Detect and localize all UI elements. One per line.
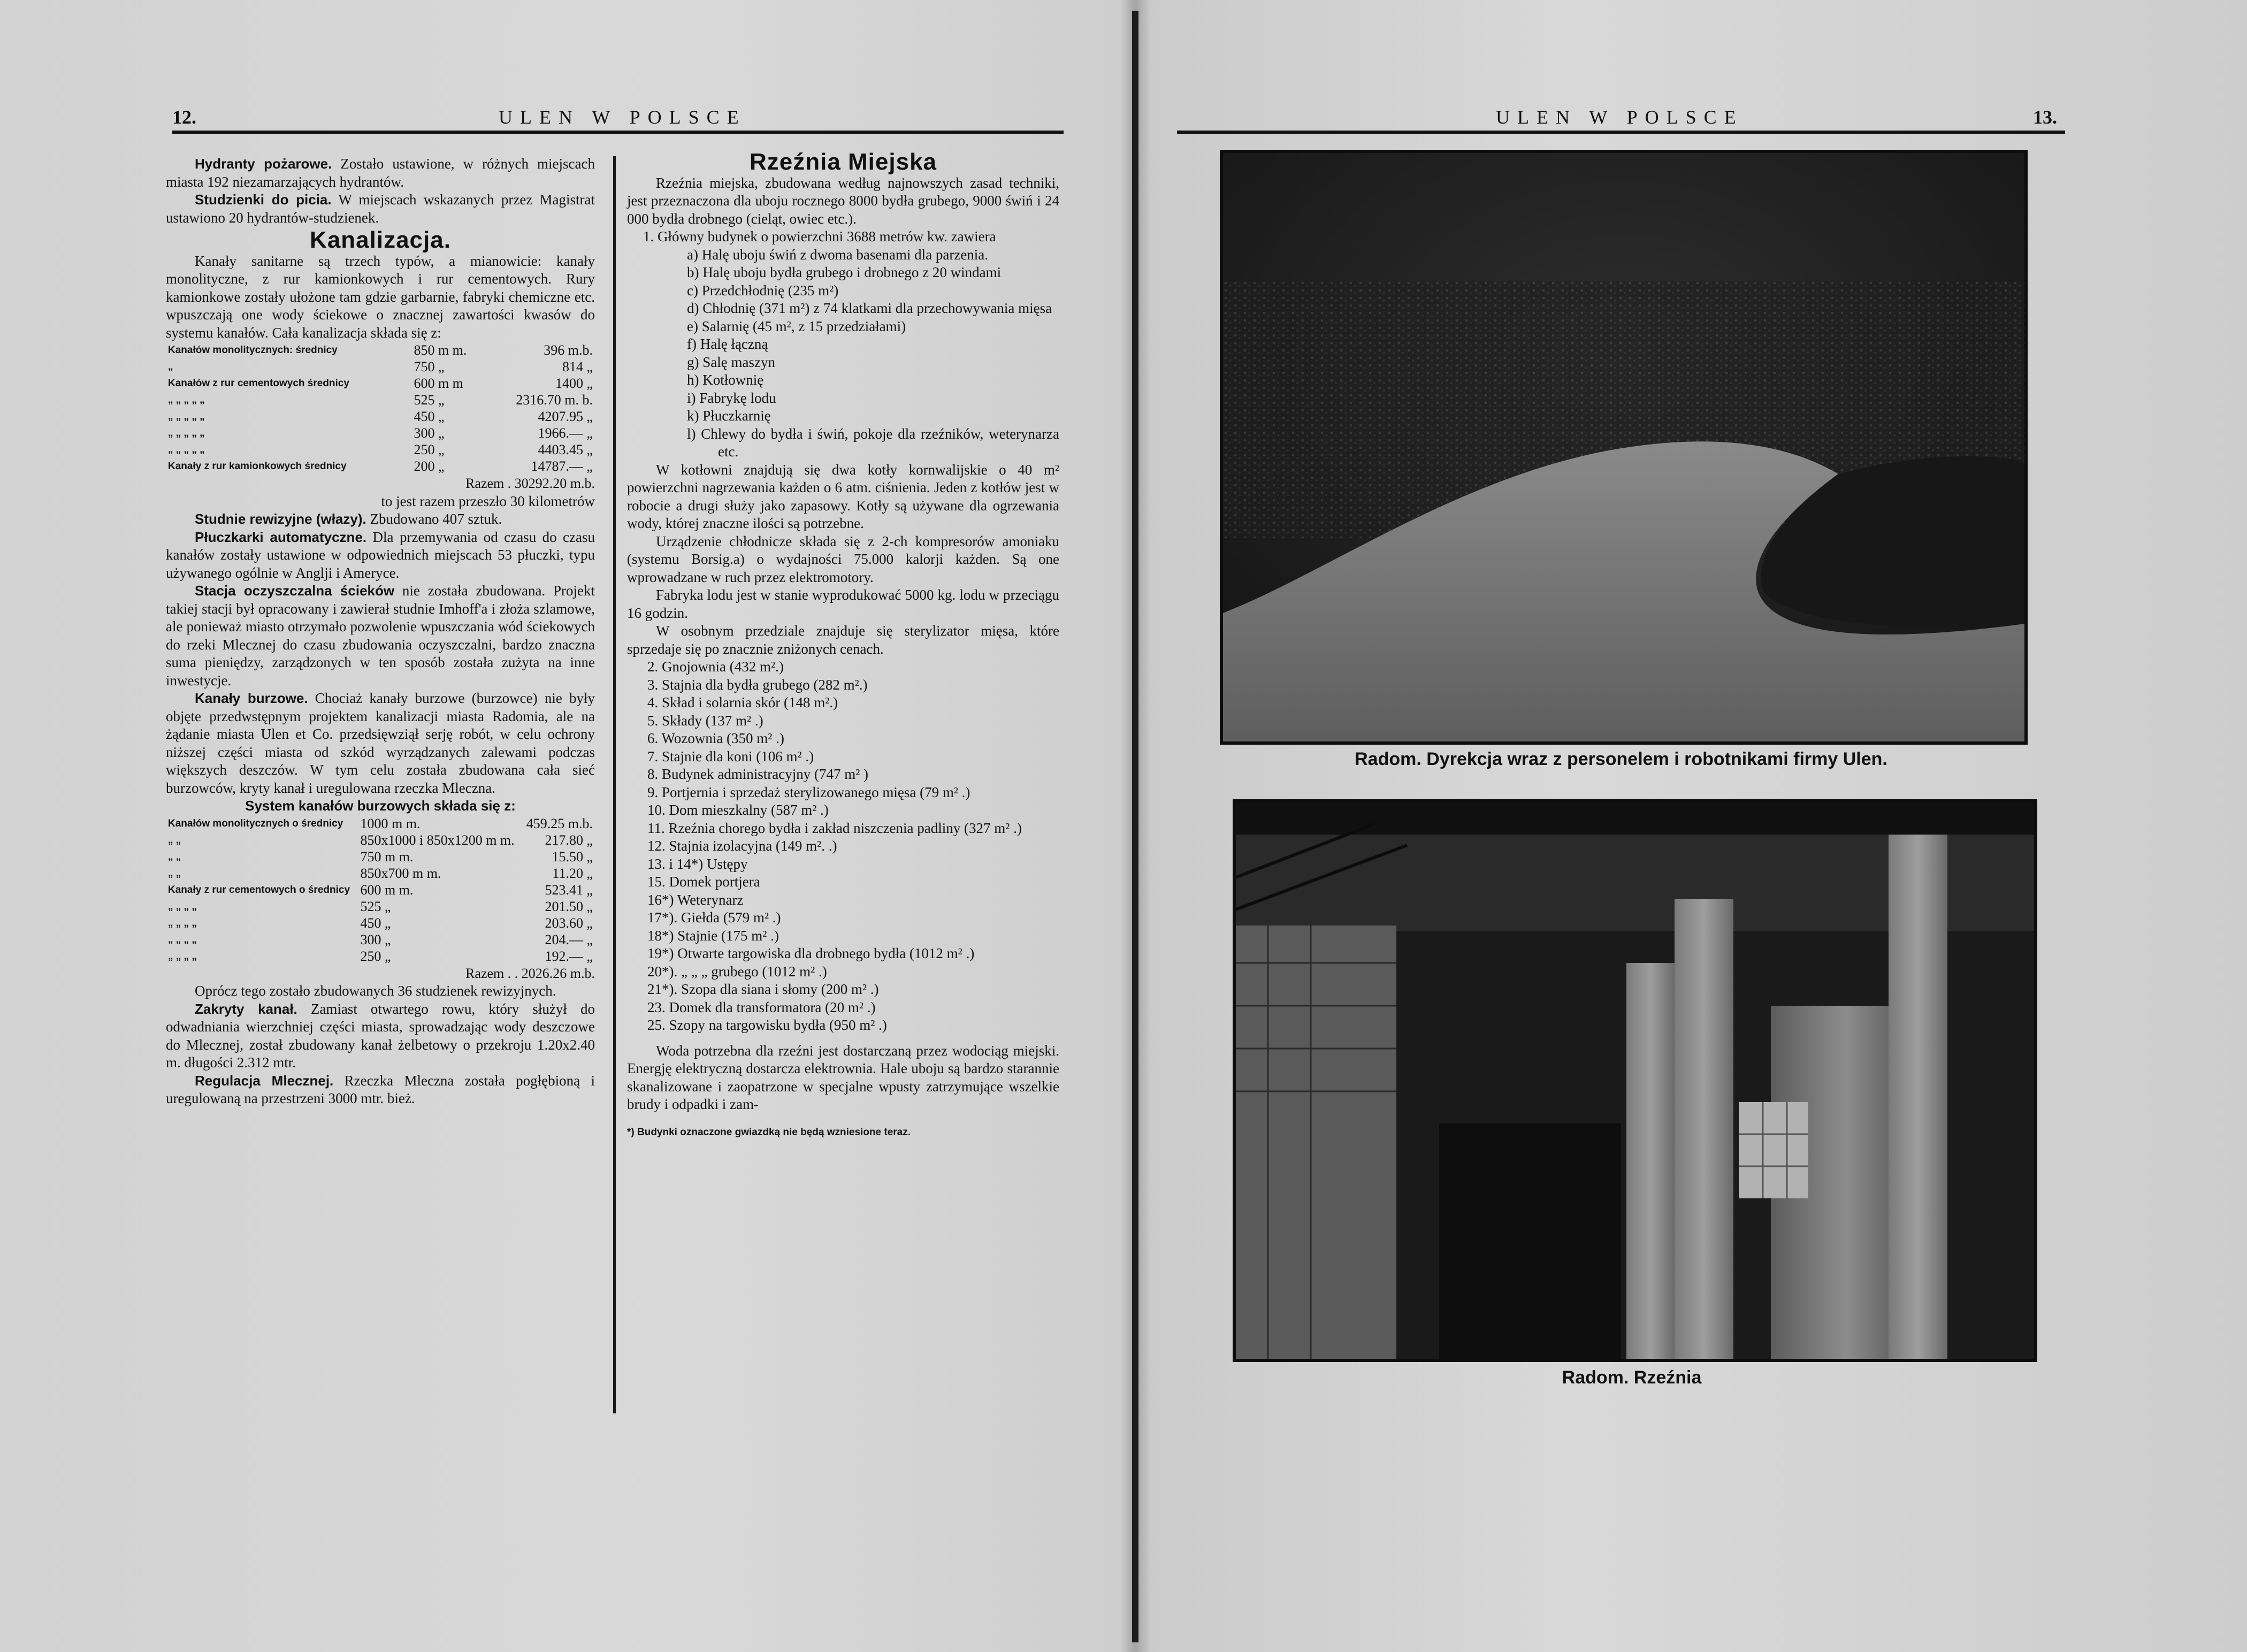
table-cell-length: 4207.95 „ [538, 409, 593, 424]
table-cell-size: 750 „ [414, 359, 445, 374]
table-cell-length: 459.25 m.b. [526, 815, 593, 831]
table-cell-label: „ „ „ „ [168, 900, 197, 912]
left-column-1 [166, 155, 595, 1108]
table-cell-length: 203.60 „ [545, 915, 593, 931]
right-running-title: ULEN W POLSCE [1496, 106, 1744, 128]
table-cell-label: „ „ [168, 834, 181, 846]
table-cell-label: „ „ „ „ „ [168, 427, 205, 439]
table-cell-label: „ „ [168, 867, 181, 879]
table-row [166, 358, 595, 375]
list-item: 7. Stajnie dla koni (106 m² .) [647, 748, 814, 764]
table-row [166, 948, 595, 965]
paragraph-sterylizator: W osobnym przedziale znajduje się sterylizator mięsa, które sprzedaje się po znacznie zniżonych cenach. [627, 623, 1059, 657]
table-cell-label: „ „ „ „ „ [168, 444, 205, 455]
table-cell-label: Kanały z rur cementowych o średnicy [168, 884, 350, 896]
section-title-kanalizacja: Kanalizacja. [310, 227, 451, 253]
list-item: f) Halę łączną [687, 336, 768, 352]
list-item: 19*) Otwarte targowiska dla drobnego bydła (1012 m² .) [647, 945, 975, 961]
list-item: 8. Budynek administracyjny (747 m² ) [647, 766, 869, 782]
table-cell-size: 250 „ [360, 948, 391, 964]
table-cell-size: 525 „ [360, 898, 391, 914]
table-row [166, 441, 595, 458]
table-row [166, 815, 595, 832]
table-cell-label: „ „ „ „ „ [168, 411, 205, 422]
list-item: 11. Rzeźnia chorego bydła i zakład niszczenia padliny (327 m² .) [647, 820, 1022, 836]
table-cell-length: 11.20 „ [552, 865, 593, 881]
paragraph-regulacja: Regulacja Mlecznej. Rzeczka Mleczna została pogłębioną i uregulowaną na przestrzeni 3000 mtr. bież. [166, 1072, 595, 1106]
photo-rzeznia-image [1236, 802, 2034, 1359]
photo-dyrekcja-caption: Radom. Dyrekcja wraz z personelem i robotnikami firmy Ulen. [1355, 749, 1887, 769]
table-cell-label: Kanałów z rur cementowych średnicy [168, 378, 349, 389]
table-cell-size: 850x1000 i 850x1200 m m. [360, 832, 515, 848]
paragraph-fabryka-lodu: Fabryka lodu jest w stanie wyprodukować 5000 kg. lodu w przeciągu 16 godzin. [627, 587, 1059, 621]
left-header-rule [172, 131, 1064, 134]
list-item: 2. Gnojownia (432 m².) [647, 659, 784, 675]
table-row [166, 865, 595, 882]
list-item: 9. Portjernia i sprzedaż sterylizowanego mięsa (79 m² .) [647, 784, 970, 800]
paragraph-studnie: Studnie rewizyjne (włazy). Zbudowano 407 sztuk. [195, 511, 502, 527]
list-item: d) Chłodnię (371 m²) z 74 klatkami dla przechowywania mięsa [687, 300, 1052, 316]
table-cell-length: 217.80 „ [545, 832, 593, 848]
table-cell-length: 1400 „ [555, 376, 593, 391]
table-cell-length: 201.50 „ [545, 898, 593, 914]
heading-pluczkarki: Płuczkarki automatyczne. [195, 529, 367, 545]
table-cell-size: 250 „ [414, 442, 445, 457]
table-cell-size: 525 „ [414, 392, 445, 408]
table-row [166, 848, 595, 865]
left-page-header [172, 106, 1064, 134]
list-item: g) Salę maszyn [687, 354, 775, 370]
paragraph-kanaly-sanitarne: Kanały sanitarne są trzech typów, a mianowicie: kanały monolityczne, z rur kamionkowych i rur cementowych. Rury kamionkowe zostały ułożone tam gdzie garbarnie, fabryki chemiczne etc. wpuszczają one wody ściekowe o znacznej zawartości kwasów do systemu kanałów. Cała kanalizacja składa się z: [166, 253, 595, 341]
list-item: i) Fabrykę lodu [687, 389, 776, 406]
list-item: k) Płuczkarnię [687, 408, 771, 424]
photo-dyrekcja [1220, 150, 2028, 745]
list-item: h) Kotłownię [687, 372, 764, 388]
table-cell-length: 204.— „ [545, 931, 593, 947]
table-cell-label: „ „ „ „ [168, 934, 197, 945]
list-item: c) Przedchłodnię (235 m²) [687, 282, 839, 299]
list-item: e) Salarnię (45 m², z 15 przedziałami) [687, 318, 906, 334]
paragraph-hydranty: Hydranty pożarowe. Zostało ustawione, w różnych miejscach miasta 192 niezamarzających hydrantów. [166, 156, 595, 190]
list-item: 5. Składy (137 m² .) [647, 712, 763, 729]
paragraph-stacja: Stacja oczyszczalna ścieków nie została zbudowana. Projekt takiej stacji był opracowany i zawierał studnie Imhoff'a i złoża szlamowe, ale ponieważ miasto otrzymało pozwolenie wpuszczania wód ściekowych do rzeki Mlecznej do czasu zbudowania oczyszczalni, bardzo znaczna suma pieniędzy, zarządzonych w ten sposób została zużyta na inne inwestycje. [166, 583, 595, 689]
left-running-title: ULEN W POLSCE [499, 106, 746, 128]
table-cell-size: 600 m m [414, 376, 463, 391]
main-building-items [627, 246, 1059, 461]
paragraph-woda: Woda potrzebna dla rzeźni jest dostarczaną przez wodociąg miejski. Energję elektryczną dostarcza elektrownia. Hale uboju są bardzo starannie skanalizowane i zaopatrzone w specjalne wpusty zatrzymujące wszelkie brudy i odpadki i zam- [627, 1042, 1059, 1112]
table-cell-label: „ „ [168, 851, 181, 862]
table-cell-size: 450 „ [360, 915, 391, 931]
list-item: 13. i 14*) Ustępy [647, 855, 748, 872]
table-cell-label: Kanały z rur kamionkowych średnicy [168, 461, 347, 472]
table-cell-size: 300 „ [414, 425, 445, 441]
section-title-rzeznia: Rzeźnia Miejska [749, 149, 937, 175]
table-cell-length: 14787.— „ [531, 458, 593, 474]
list-item: 6. Wozownia (350 m² .) [647, 730, 784, 746]
photo-dyrekcja-image [1223, 153, 2024, 741]
paragraph-pluczkarki: Płuczkarki automatyczne. Dla przemywania od czasu do czasu kanałów zostały ustawione w odpowiednich miejscach 53 płuczki, typu używanego ogólnie w Anglji i Ameryce. [166, 529, 595, 581]
photo-rzeznia-caption: Radom. Rzeźnia [1562, 1367, 1702, 1388]
table-cell-length: 523.41 „ [545, 882, 593, 898]
table-cell-label: „ „ „ „ „ [168, 394, 205, 406]
list-item: 16*) Weterynarz [647, 891, 744, 908]
heading-studnie: Studnie rewizyjne (włazy). [195, 511, 366, 527]
list-item: 10. Dom mieszkalny (587 m² .) [647, 802, 829, 818]
list-item: 12. Stajnia izolacyjna (149 m². .) [647, 838, 837, 854]
sanitary-canals-table [166, 342, 595, 475]
table-cell-size: 300 „ [360, 931, 391, 947]
table-cell-label: „ „ „ „ [168, 917, 197, 929]
list-item: b) Halę uboju bydła grubego i drobnego z 20 windami [687, 264, 1002, 280]
storm-total: Razem . . 2026.26 m.b. [465, 965, 595, 981]
paragraph-chlodnicze: Urządzenie chłodnicze składa się z 2-ch kompresorów amoniaku (systemu Borsig.a) o wydajności 75.000 kalorji każden. Są one wprowadzane w ruch przez elektromotory. [627, 533, 1059, 585]
sanitary-total-note: to jest razem przeszło 30 kilometrów [381, 493, 595, 509]
table-cell-length: 2316.70 m. b. [516, 392, 593, 408]
paragraph-kanaly-burzowe: Kanały burzowe. Chociaż kanały burzowe (burzowce) nie były objęte przedwstępnym projektem kanalizacji miasta Radomia, ale na żądanie miasta Ulen et Co. przedsięwziął serję robót, w celu ochrony niższej części miasta od szkód wyrządzanych zalewami podczas większych deszczów. W tym celu została zbudowana cała sieć burzowców, kryty kanał i uregulowana rzeczka Mleczna. [166, 690, 595, 796]
heading-hydranty: Hydranty pożarowe. [195, 156, 332, 172]
table-row [166, 425, 595, 441]
table-row [166, 392, 595, 408]
column-divider [613, 156, 616, 1413]
list-item: 3. Stajnia dla bydła grubego (282 m².) [647, 676, 868, 693]
paragraph-zakryty-kanal: Zakryty kanał. Zamiast otwartego rowu, który służył do odwadniania wierzchniej części miasta, sprowadzając wody deszczowe do Mlecznej, został zbudowany kanał żelbetowy o przekroju 1.20x2.40 m. długości 2.312 mtr. [166, 1000, 595, 1070]
table-row [166, 375, 595, 392]
table-row [166, 832, 595, 848]
right-page-number: 13. [2033, 106, 2057, 128]
footnote: *) Budynki oznaczone gwiazdką nie będą wzniesione teraz. [627, 1126, 911, 1138]
list-item: 25. Szopy na targowisku bydła (950 m² .) [647, 1017, 887, 1033]
paragraph-studzienki-rewizyjne: Oprócz tego zostało zbudowanych 36 studzienek rewizyjnych. [195, 983, 556, 999]
storm-system-heading: System kanałów burzowych składa się z: [245, 798, 516, 814]
table-row [166, 342, 595, 358]
table-cell-size: 200 „ [414, 458, 445, 474]
list-item: 18*) Stajnie (175 m² .) [647, 927, 779, 944]
table-cell-length: 192.— „ [545, 948, 593, 964]
book-gutter [1132, 11, 1138, 1642]
table-cell-length: 4403.45 „ [538, 442, 593, 457]
table-cell-label: „ [168, 361, 173, 372]
list-item: a) Halę uboju świń z dwoma basenami dla parzenia. [687, 246, 989, 263]
left-page-number: 12. [172, 106, 196, 128]
photo-rzeznia [1233, 799, 2037, 1362]
table-row [166, 408, 595, 425]
table-cell-label: Kanałów monolitycznych: średnicy [168, 345, 338, 356]
table-cell-size: 1000 m m. [360, 815, 421, 831]
table-row [166, 882, 595, 898]
buildings-list [627, 658, 1059, 1035]
heading-kanaly-burzowe: Kanały burzowe. [195, 690, 308, 706]
left-column-2 [627, 149, 1059, 1141]
table-cell-size: 750 m m. [360, 848, 414, 865]
paragraph-studzienki: Studzienki do picia. W miejscach wskazanych przez Magistrat ustawiono 20 hydrantów-studzienek. [166, 192, 595, 226]
table-row [166, 458, 595, 475]
table-cell-size: 850x700 m m. [360, 865, 441, 881]
table-cell-label: „ „ „ „ [168, 950, 197, 962]
list-item: l) Chlewy do bydła i świń, pokoje dla rzeźników, weterynarza etc. [687, 425, 1059, 460]
table-cell-length: 15.50 „ [552, 848, 593, 865]
list-item: 4. Skład i solarnia skór (148 m².) [647, 694, 838, 710]
sanitary-total: Razem . 30292.20 m.b. [465, 476, 595, 491]
right-page-header [1177, 106, 2065, 134]
table-cell-length: 396 m.b. [544, 342, 593, 358]
list-item: 17*). Giełda (579 m² .) [647, 909, 781, 926]
table-cell-label: Kanałów monolitycznych o średnicy [168, 817, 343, 829]
main-building-line: 1. Główny budynek o powierzchni 3688 metrów kw. zawiera [643, 228, 996, 244]
heading-zakryty-kanal: Zakryty kanał. [195, 1000, 297, 1017]
right-header-rule [1177, 131, 2065, 134]
table-cell-size: 450 „ [414, 409, 445, 424]
table-row [166, 915, 595, 931]
paragraph-kotlownia: W kotłowni znajdują się dwa kotły kornwalijskie o 40 m² powierzchni nagrzewania każden o 6 atm. ciśnienia. Jeden z kotłów jest w robocie a drugi służy jako zapasowy. Kotły są używane dla ogrzewania wody, której znaczne ilości są potrzebne. [627, 461, 1059, 531]
heading-stacja: Stacja oczyszczalna ścieków [195, 583, 395, 599]
table-cell-size: 850 m m. [414, 342, 467, 358]
table-cell-length: 814 „ [562, 359, 593, 374]
table-cell-size: 600 m m. [360, 882, 414, 898]
list-item: 21*). Szopa dla siana i słomy (200 m² .) [647, 981, 879, 997]
list-item: 23. Domek dla transformatora (20 m² .) [647, 999, 876, 1015]
storm-canals-table [166, 815, 595, 965]
table-row [166, 898, 595, 915]
list-item: 20*). „ „ „ grubego (1012 m² .) [647, 963, 827, 980]
heading-regulacja: Regulacja Mlecznej. [195, 1072, 334, 1089]
list-item: 15. Domek portjera [647, 874, 760, 890]
paragraph-rzeznia-intro: Rzeźnia miejska, zbudowana według najnowszych zasad techniki, jest przeznaczona dla uboju rocznego 8000 bydła grubego, 9000 świń i 24 000 bydła drobnego (cieląt, owiec etc.). [627, 174, 1059, 227]
table-row [166, 931, 595, 948]
heading-studzienki: Studzienki do picia. [195, 192, 332, 208]
table-cell-length: 1966.— „ [538, 425, 593, 441]
